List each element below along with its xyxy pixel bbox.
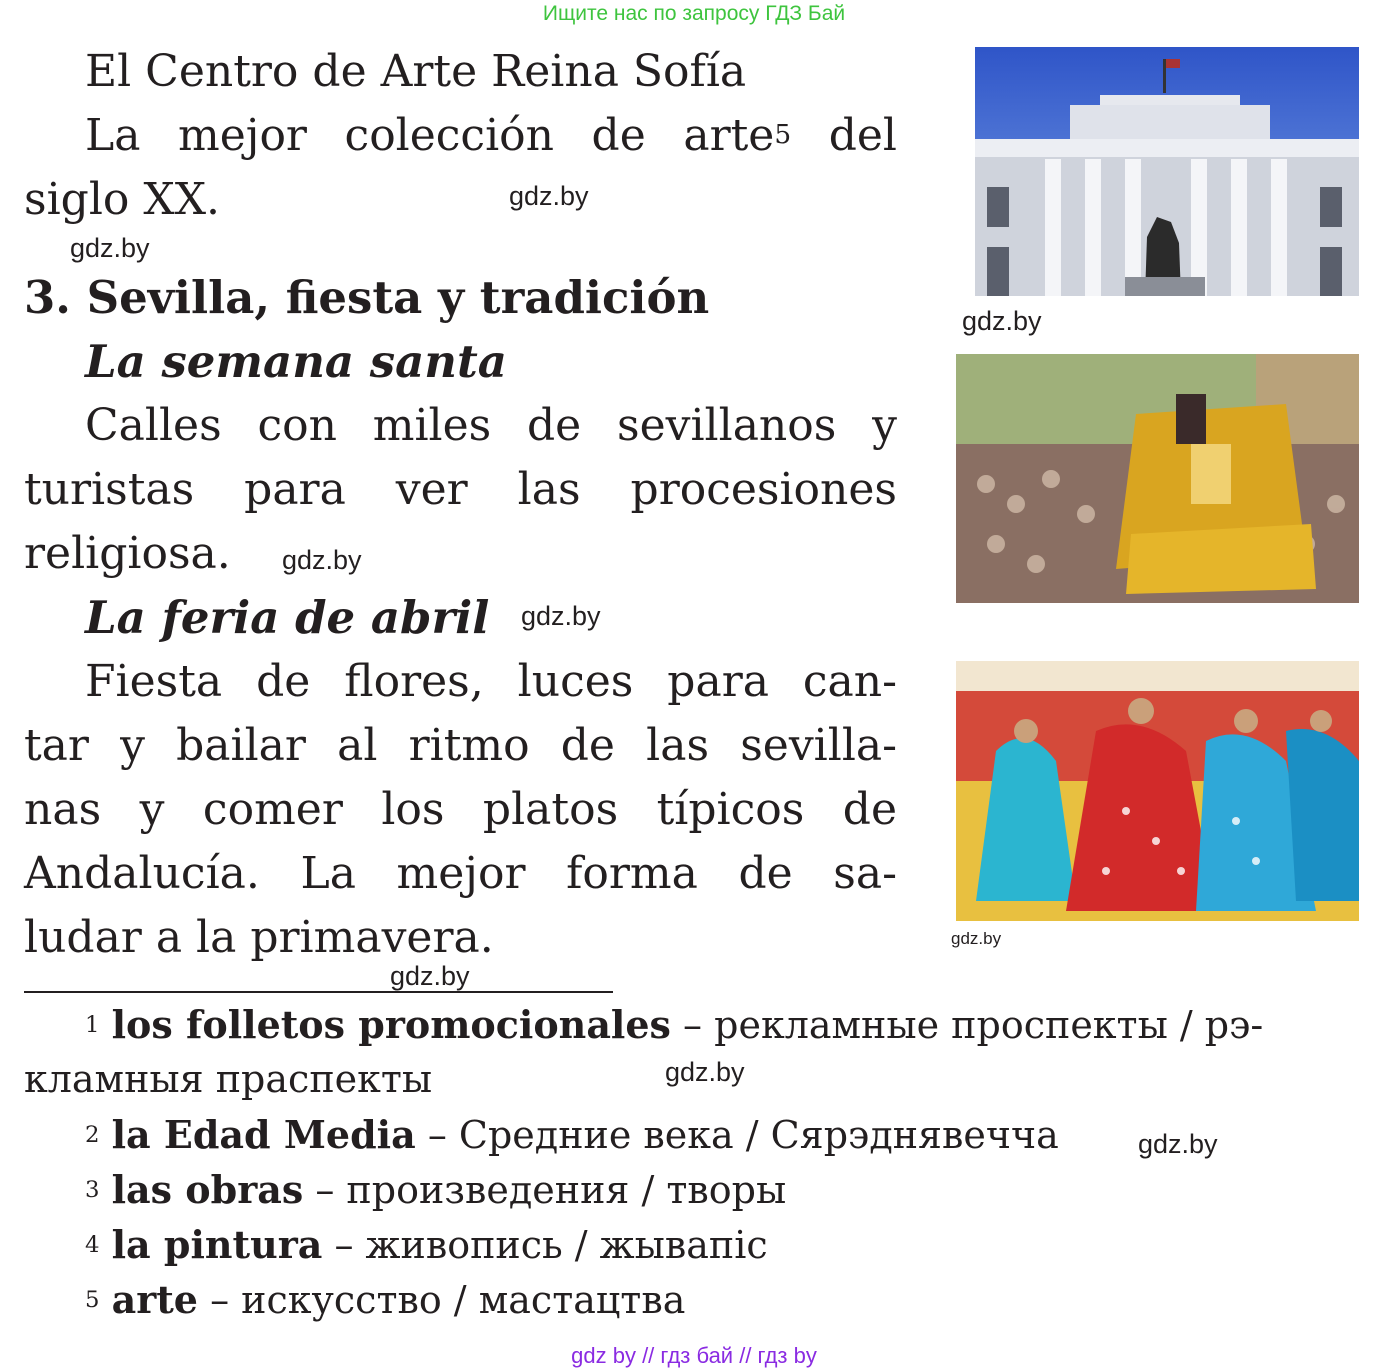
bottom-banner: gdz by // гдз бай // гдз by <box>571 1343 817 1368</box>
watermark: gdz.by <box>521 601 601 631</box>
section-3-heading: 3. Sevilla, fiesta y tradición <box>24 271 710 324</box>
footnote-2: $^2$ la Edad Media – Средние века / Сярэднявечча <box>85 1112 1059 1157</box>
footnote-3: $^3$ las obras – произведения / творы <box>85 1167 787 1212</box>
flamenco-photo <box>956 661 1359 921</box>
para2-line-3: nas y comer los platos típicos de <box>24 784 897 835</box>
watermark: gdz.by <box>962 306 1042 336</box>
centro-title: El Centro de Arte Reina Sofía <box>85 46 747 97</box>
para2-line-2: tar y bailar al ritmo de las sevilla- <box>24 720 897 771</box>
para1-line-1: Calles con miles de sevillanos y <box>85 400 897 451</box>
procession-photo <box>956 354 1359 603</box>
museum-photo <box>975 47 1359 296</box>
centro-line-1: La mejor colección de arte$^5$ del <box>85 110 898 161</box>
footnote-ref-5: 5 <box>774 119 792 151</box>
footnote-1-continuation: кламныя праспекты <box>24 1057 433 1101</box>
footnote-4: $^4$ la pintura – живопись / жывапіс <box>85 1222 768 1267</box>
feria-abril-subheading: La feria de abril <box>85 591 490 644</box>
watermark: gdz.by <box>1138 1129 1218 1159</box>
footnote-separator <box>24 991 613 993</box>
watermark: gdz.by <box>70 233 150 263</box>
watermark: gdz.by <box>665 1057 745 1087</box>
para2-line-5: ludar a la primavera. <box>24 912 494 963</box>
para2-line-4: Andalucía. La mejor forma de sa- <box>24 848 897 899</box>
semana-santa-subheading: La semana santa <box>85 335 507 388</box>
para1-line-3: religiosa. <box>24 528 231 579</box>
para2-line-1: Fiesta de flores, luces para can- <box>85 656 897 707</box>
watermark: gdz.by <box>390 961 470 991</box>
footnote-5: $^5$ arte – искусство / мастацтва <box>85 1277 686 1322</box>
watermark: gdz.by <box>282 545 362 575</box>
top-banner: Ищите нас по запросу ГДЗ Бай <box>542 2 846 25</box>
para1-line-2: turistas para ver las procesiones <box>24 464 897 515</box>
centro-line-2: siglo XX. <box>24 174 221 225</box>
watermark: gdz.by <box>951 929 1002 948</box>
watermark: gdz.by <box>509 181 589 211</box>
footnote-1: $^1$ los folletos promocionales – рекламные проспекты / рэ- <box>85 1002 1264 1047</box>
